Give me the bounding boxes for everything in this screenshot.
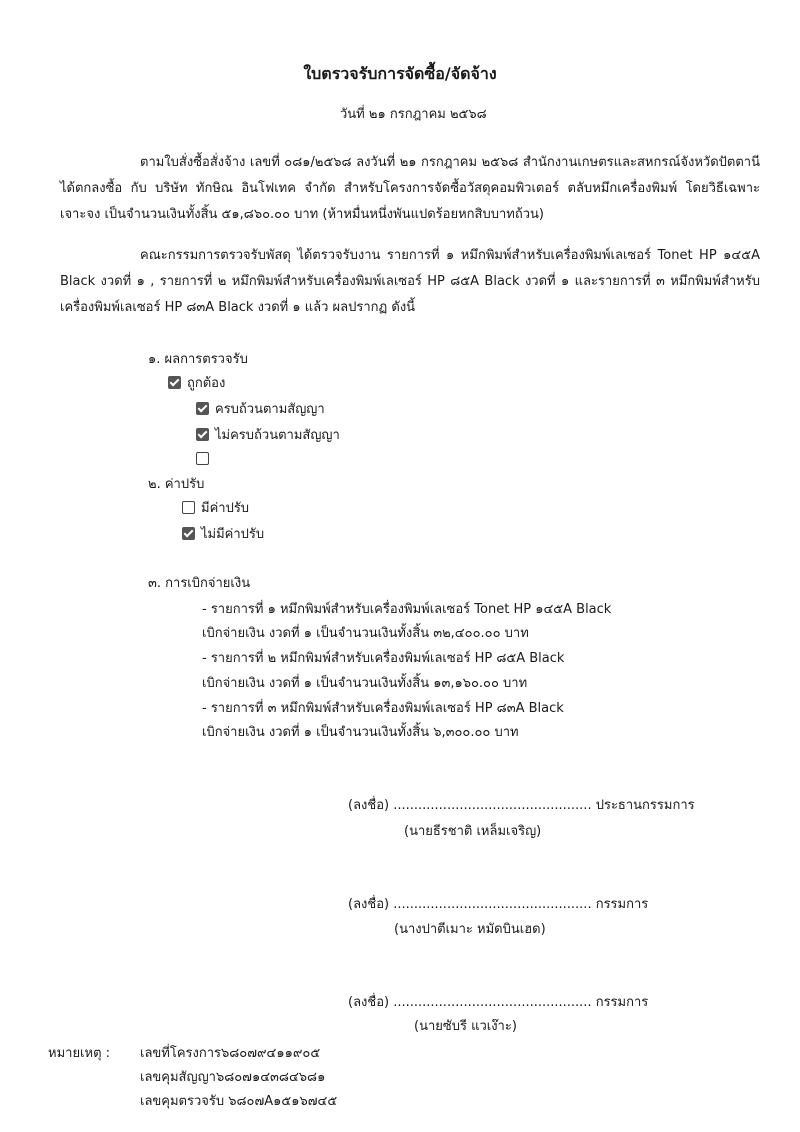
checkbox-complete-row[interactable] [196,398,325,419]
paragraph-committee-text: คณะกรรมการตรวจรับพัสดุ ได้ตรวจรับงาน รายการที่ ๑ หมึกพิมพ์สำหรับเครื่องพิมพ์เลเซอร์ Tonet HP ๑๔๕A Black งวดที่ ๑ , รายการที่ ๒ หมึกพิมพ์สำหรับเครื่องพิมพ์เลเซอร์ HP ๘๕A Black งวดที่ ๑ และรายการที่ ๓ หมึกพิมพ์สำหรับ เครื่องพิมพ์เลเซอร์ HP ๘๓A Black งวดที่ ๑ แล้ว ผลปรากฏ ดังนี้ [60,248,760,315]
signature-member1-line: (ลงชื่อ) ................................................ กรรมการ [348,897,649,912]
checkbox-complete[interactable] [196,402,209,415]
checkbox-has-fine-row[interactable] [182,497,249,518]
payment-line: - รายการที่ ๒ หมึกพิมพ์สำหรับเครื่องพิมพ์เลเซอร์ HP ๘๕A Black [202,651,565,666]
document-title: ใบตรวจรับการจัดซื้อ/จัดจ้าง [303,64,497,83]
paragraph-order-text: ตามใบสั่งซื้อสั่งจ้าง เลขที่ ๐๘๑/๒๕๖๘ ลงวันที่ ๒๑ กรกฎาคม ๒๕๖๘ สำนักงานเกษตรและสหกรณ์จังหวัดปัตตานี ได้ตกลงซื้อ กับ บริษัท ทักษิณ อินโฟเทค จำกัด สำหรับโครงการจัดซื้อวัสดุคอมพิวเตอร์ ตลับหมึกเครื่องพิมพ์ โดยวิธีเฉพาะเจาะจง เป็นจำนวนเงินทั้งสิ้น ๕๑,๘๖๐.๐๐ บาท (ห้าหมื่นหนึ่งพันแปดร้อยหกสิบบาทถ้วน) [60,155,760,222]
payment-line: เบิกจ่ายเงิน งวดที่ ๑ เป็นจำนวนเงินทั้งสิ้น ๓๒,๔๐๐.๐๐ บาท [202,626,529,641]
payment-line: เบิกจ่ายเงิน งวดที่ ๑ เป็นจำนวนเงินทั้งสิ้น ๑๓,๑๖๐.๐๐ บาท [202,676,528,691]
notes-inspection-no: เลขคุมตรวจรับ ๖๘๐๗A๑๕๑๖๗๔๕ [140,1094,338,1109]
payment-heading: ๓. การเบิกจ่ายเงิน [148,576,251,591]
signature-chairman-name: (นายธีรชาติ เหล็มเจริญ) [404,824,542,839]
notes-project-no: เลขที่โครงการ๖๘๐๗๙๔๑๑๙๐๕ [140,1046,321,1061]
payment-line: - รายการที่ ๓ หมึกพิมพ์สำหรับเครื่องพิมพ์เลเซอร์ HP ๘๓A Black [202,701,564,716]
checkbox-complete-label: ครบถ้วนตามสัญญา [215,402,325,417]
checkbox-correct-row[interactable] [168,372,225,393]
checkbox-incomplete-label: ไม่ครบถ้วนตามสัญญา [215,428,340,443]
checkbox-incomplete[interactable] [196,428,209,441]
checkbox-no-fine-label: ไม่มีค่าปรับ [201,527,265,542]
signature-member2-line: (ลงชื่อ) ................................................ กรรมการ [348,995,649,1010]
checkbox-has-fine[interactable] [182,501,195,514]
signature-member1-name: (นางปาตีเมาะ หมัดบินเฮด) [394,922,546,937]
checkbox-has-fine-label: มีค่าปรับ [201,501,250,516]
fine-heading: ๒. ค่าปรับ [148,477,205,492]
signature-chairman-line: (ลงชื่อ) ................................................ ประธานกรรมการ [348,798,695,813]
payment-line: - รายการที่ ๑ หมึกพิมพ์สำหรับเครื่องพิมพ์เลเซอร์ Tonet HP ๑๔๕A Black [202,602,612,617]
inspection-heading: ๑. ผลการตรวจรับ [148,352,248,367]
notes-label: หมายเหตุ : [48,1046,111,1061]
checkbox-correct-label: ถูกต้อง [187,376,226,391]
payment-line: เบิกจ่ายเงิน งวดที่ ๑ เป็นจำนวนเงินทั้งสิ้น ๖,๓๐๐.๐๐ บาท [202,725,519,740]
checkbox-incomplete-row[interactable] [196,424,340,445]
checkbox-correct[interactable] [168,376,181,389]
checkbox-blank-row[interactable] [196,452,215,467]
signature-member2-name: (นายซับรี แวเง๊าะ) [414,1019,517,1034]
paragraph-committee [60,243,760,321]
checkbox-no-fine-row[interactable] [182,523,264,544]
document-date: วันที่ ๒๑ กรกฎาคม ๒๕๖๘ [340,107,487,122]
checkbox-no-fine[interactable] [182,527,195,540]
paragraph-order [60,150,760,228]
checkbox-blank[interactable] [196,452,209,465]
notes-contract-no: เลขคุมสัญญา๖๘๐๗๑๔๓๘๔๖๘๑ [140,1070,326,1085]
